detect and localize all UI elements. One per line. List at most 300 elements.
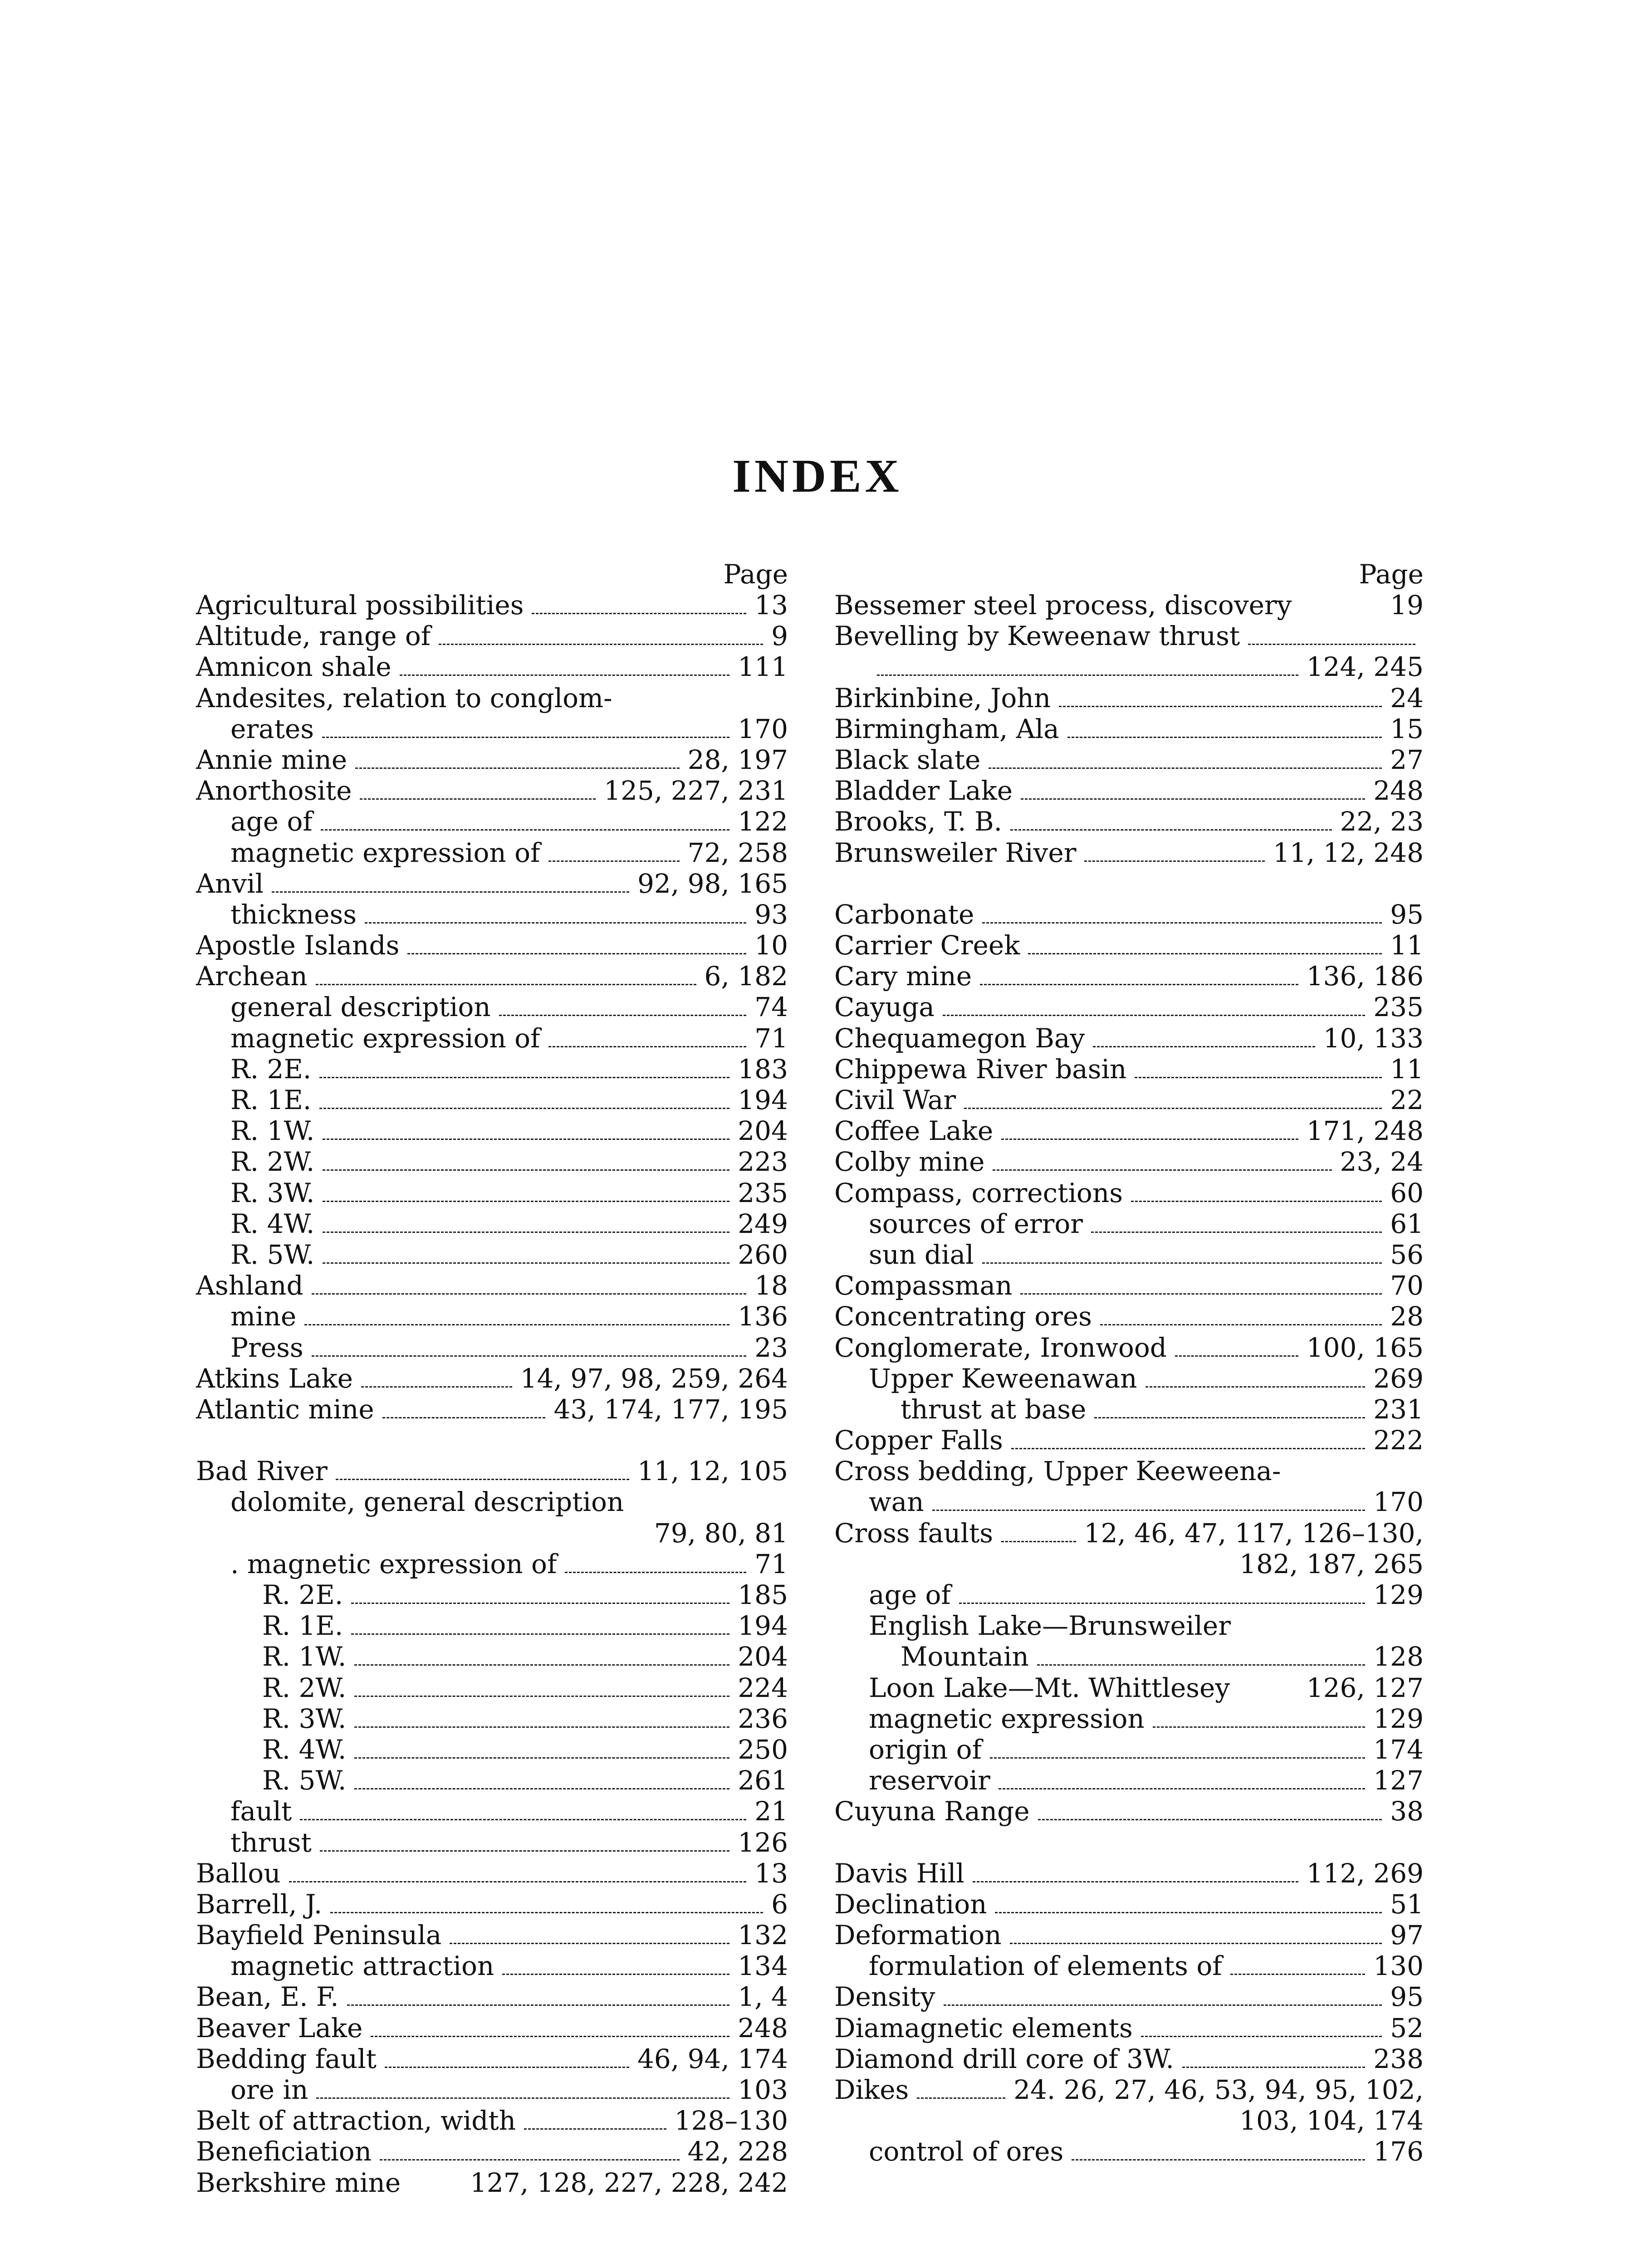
entry-term: thickness xyxy=(230,899,357,930)
entry-pages: 182, 187, 265 xyxy=(1239,1548,1424,1579)
dot-leader xyxy=(323,1139,729,1140)
entry-term: Beaver Lake xyxy=(196,2012,363,2043)
entry-pages: 204 xyxy=(738,1115,788,1147)
index-entry xyxy=(196,2136,788,2167)
dot-leader xyxy=(1010,829,1331,831)
entry-pages: 56 xyxy=(1390,1239,1424,1270)
entry-pages: 111 xyxy=(738,651,788,683)
entry-term: Cary mine xyxy=(834,961,972,992)
page-column-header: Page xyxy=(1359,559,1424,590)
entry-pages: 13 xyxy=(754,590,788,621)
entry-pages: 261 xyxy=(738,1765,788,1796)
index-entry xyxy=(834,590,1424,621)
dot-leader xyxy=(289,1881,747,1882)
entry-pages: 12, 46, 47, 117, 126–130, xyxy=(1084,1517,1424,1549)
entry-term: ore in xyxy=(230,2074,308,2105)
entry-term: Beneficiation xyxy=(196,2136,372,2167)
index-entry xyxy=(834,2105,1424,2136)
dot-leader xyxy=(439,644,763,645)
page-column-header: Page xyxy=(723,559,788,590)
entry-pages: 61 xyxy=(1390,1208,1424,1239)
index-entry xyxy=(196,868,788,899)
entry-pages: 128–130 xyxy=(674,2105,788,2136)
dot-leader xyxy=(995,1912,1382,1913)
entry-term: Black slate xyxy=(834,744,981,775)
dot-leader xyxy=(319,1077,729,1078)
entry-pages: 74 xyxy=(754,992,788,1023)
entry-pages: 60 xyxy=(1390,1177,1424,1208)
dot-leader xyxy=(323,1169,729,1171)
entry-term: Compass, corrections xyxy=(834,1177,1123,1208)
entry-pages: 11 xyxy=(1390,930,1424,961)
dot-leader xyxy=(1072,2159,1365,2160)
entry-pages: 42, 228 xyxy=(687,2136,788,2167)
dot-leader xyxy=(272,891,629,893)
entry-term: Deformation xyxy=(834,1920,1002,1951)
entry-term: magnetic expression of xyxy=(230,1022,540,1054)
entry-term: Bean, E. F. xyxy=(196,1981,339,2013)
index-entry xyxy=(834,1950,1424,1981)
dot-leader xyxy=(354,1696,729,1697)
entry-term: Andesites, relation to conglom- xyxy=(196,682,612,714)
dot-leader xyxy=(932,1510,1366,1511)
dot-leader xyxy=(1248,644,1415,645)
entry-pages: 22, 23 xyxy=(1340,806,1424,837)
index-entry xyxy=(834,806,1424,837)
entry-term: formulation of elements of xyxy=(869,1950,1222,1982)
dot-leader xyxy=(354,1757,729,1759)
entry-pages: 71 xyxy=(754,1022,788,1054)
index-entry xyxy=(834,1208,1424,1239)
entry-term: Davis Hill xyxy=(834,1857,964,1889)
index-entry xyxy=(196,1889,788,1920)
index-entry xyxy=(834,961,1424,992)
entry-term: Atkins Lake xyxy=(196,1363,353,1394)
index-entries xyxy=(196,590,788,2198)
index-entry xyxy=(196,2074,788,2105)
entry-term: Brooks, T. B. xyxy=(834,806,1003,837)
index-entry xyxy=(834,1734,1424,1765)
dot-leader xyxy=(360,798,596,800)
entry-term: R. 1W. xyxy=(262,1641,347,1672)
entry-pages: 125, 227, 231 xyxy=(604,775,788,807)
entry-pages: 92, 98, 165 xyxy=(637,868,788,899)
dot-leader xyxy=(1001,1139,1298,1140)
dot-leader xyxy=(1153,1726,1366,1728)
dot-leader xyxy=(1038,1819,1382,1820)
entry-term: Mountain xyxy=(901,1641,1029,1672)
entry-term: Archean xyxy=(196,961,308,992)
index-entry xyxy=(834,837,1424,868)
entry-term: Anorthosite xyxy=(196,775,352,807)
index-entry xyxy=(834,930,1424,961)
index-entry xyxy=(196,1301,788,1332)
index-entry xyxy=(834,1146,1424,1177)
entry-pages: 18 xyxy=(754,1270,788,1301)
entry-pages: 260 xyxy=(738,1239,788,1270)
entry-pages: 51 xyxy=(1390,1888,1424,1920)
entry-pages: 19 xyxy=(1390,590,1424,621)
dot-leader xyxy=(320,1850,729,1852)
index-entry xyxy=(196,621,788,651)
entry-pages: 15 xyxy=(1390,713,1424,744)
entry-pages: 24 xyxy=(1390,682,1424,714)
index-entry xyxy=(834,651,1424,682)
dot-leader xyxy=(565,1572,746,1573)
entry-pages: 129 xyxy=(1373,1703,1424,1734)
dot-leader xyxy=(548,860,680,862)
entry-pages: 124, 245 xyxy=(1306,651,1424,683)
entry-pages: 127 xyxy=(1373,1765,1424,1796)
entry-term: Agricultural possibilities xyxy=(196,590,524,621)
entry-pages: 235 xyxy=(1373,992,1424,1023)
index-entry xyxy=(196,1920,788,1950)
index-entry xyxy=(834,2043,1424,2074)
index-entries xyxy=(834,590,1424,2167)
dot-leader xyxy=(407,953,746,954)
entry-pages: 248 xyxy=(738,2012,788,2043)
index-entry xyxy=(196,1394,788,1425)
entry-term: Ashland xyxy=(196,1270,304,1301)
index-entry xyxy=(834,2074,1424,2105)
dot-leader xyxy=(1059,706,1382,707)
entry-term: Copper Falls xyxy=(834,1425,1003,1456)
index-entry xyxy=(196,1332,788,1363)
index-entry xyxy=(196,1363,788,1394)
index-entry xyxy=(196,1672,788,1703)
entry-term: origin of xyxy=(869,1734,982,1765)
index-entry xyxy=(196,961,788,992)
entry-pages: 238 xyxy=(1373,2043,1424,2074)
entry-pages: 223 xyxy=(738,1146,788,1178)
index-entry xyxy=(834,1610,1424,1641)
entry-pages: 52 xyxy=(1390,2012,1424,2043)
index-entry xyxy=(196,1023,788,1054)
dot-leader xyxy=(1100,1324,1382,1325)
index-entry xyxy=(834,775,1424,806)
dot-leader xyxy=(354,1664,729,1666)
dot-leader xyxy=(1175,1355,1298,1357)
entry-term: R. 2W. xyxy=(262,1672,347,1703)
entry-term: Bessemer steel process, discovery xyxy=(834,590,1292,621)
entry-pages: 79, 80, 81 xyxy=(654,1517,788,1549)
entry-pages: 6, 182 xyxy=(704,961,788,992)
dot-leader xyxy=(316,984,696,985)
index-entry xyxy=(834,621,1424,651)
entry-pages: 127, 128, 227, 228, 242 xyxy=(470,2167,788,2198)
index-entry xyxy=(196,1270,788,1301)
entry-term: age of xyxy=(869,1579,951,1610)
dot-leader xyxy=(312,1293,747,1295)
entry-pages: 70 xyxy=(1390,1270,1424,1301)
index-entry xyxy=(834,1858,1424,1889)
dot-leader xyxy=(351,1603,729,1604)
dot-leader xyxy=(1230,1974,1366,1975)
dot-leader xyxy=(1001,1541,1076,1542)
index-entry xyxy=(196,1950,788,1981)
section-gap xyxy=(834,868,1424,899)
entry-term: dolomite, general description xyxy=(230,1486,624,1518)
dot-leader xyxy=(959,1603,1365,1604)
dot-leader xyxy=(944,2004,1382,2006)
entry-term: R. 4W. xyxy=(262,1734,347,1765)
entry-term: Amnicon shale xyxy=(196,651,392,683)
entry-pages: 10 xyxy=(754,930,788,961)
entry-pages: 93 xyxy=(754,899,788,930)
entry-term: sun dial xyxy=(869,1239,974,1270)
index-entry xyxy=(196,1239,788,1270)
dot-leader xyxy=(917,2097,1005,2099)
index-entry xyxy=(834,1425,1424,1456)
dot-leader xyxy=(1131,1201,1382,1202)
index-entry xyxy=(834,1394,1424,1425)
entry-term: Colby mine xyxy=(834,1146,985,1178)
entry-pages: 171, 248 xyxy=(1306,1115,1424,1147)
dot-leader xyxy=(982,922,1382,924)
entry-term: Apostle Islands xyxy=(196,930,400,961)
section-gap xyxy=(196,1425,788,1456)
page-title: INDEX xyxy=(732,450,903,502)
dot-leader xyxy=(548,1046,747,1047)
entry-term: Belt of attraction, width xyxy=(196,2105,516,2136)
entry-pages: 6 xyxy=(771,1888,788,1920)
entry-term: Compassman xyxy=(834,1270,1013,1301)
entry-term: Berkshire mine xyxy=(196,2167,401,2198)
entry-term: Declination xyxy=(834,1888,987,1920)
entry-pages: 170 xyxy=(738,713,788,744)
index-entry xyxy=(196,1486,788,1517)
dot-leader xyxy=(450,1943,729,1944)
index-entry xyxy=(196,1146,788,1177)
dot-leader xyxy=(982,1262,1382,1264)
dot-leader xyxy=(400,675,730,676)
entry-term: magnetic attraction xyxy=(230,1950,494,1982)
dot-leader xyxy=(347,2004,730,2006)
dot-leader xyxy=(973,1881,1298,1882)
entry-pages: 126 xyxy=(738,1827,788,1858)
entry-pages: 128 xyxy=(1373,1641,1424,1672)
entry-pages: 250 xyxy=(738,1734,788,1765)
dot-leader xyxy=(980,984,1298,985)
index-column-right xyxy=(834,559,1424,2167)
index-entry xyxy=(834,992,1424,1022)
index-entry xyxy=(834,1796,1424,1827)
entry-term: reservoir xyxy=(869,1765,990,1796)
entry-pages: 1, 4 xyxy=(738,1981,788,2013)
dot-leader xyxy=(380,2159,680,2160)
entry-term: Chequamegon Bay xyxy=(834,1022,1085,1054)
index-entry xyxy=(834,1486,1424,1517)
entry-term: R. 2E. xyxy=(230,1053,312,1085)
entry-pages: 249 xyxy=(738,1208,788,1239)
index-entry xyxy=(834,2013,1424,2043)
dot-leader xyxy=(304,1324,729,1325)
entry-pages: 185 xyxy=(738,1579,788,1610)
entry-pages: 13 xyxy=(754,1857,788,1889)
entry-pages: 10, 133 xyxy=(1323,1022,1424,1054)
entry-pages: 11, 12, 248 xyxy=(1273,837,1424,868)
dot-leader xyxy=(502,1974,729,1975)
entry-pages: 194 xyxy=(738,1085,788,1115)
index-entry xyxy=(196,1549,788,1579)
dot-leader xyxy=(321,829,729,831)
index-entry xyxy=(834,2136,1424,2167)
entry-term: R. 3W. xyxy=(262,1703,347,1734)
entry-term: Conglomerate, Ironwood xyxy=(834,1332,1167,1363)
entry-term: Chippewa River basin xyxy=(834,1053,1127,1085)
index-entry xyxy=(196,714,788,744)
entry-term: Density xyxy=(834,1981,935,2013)
index-entry xyxy=(196,1208,788,1239)
entry-pages: 24. 26, 27, 46, 53, 94, 95, 102, xyxy=(1013,2074,1424,2105)
index-entry xyxy=(196,1518,788,1549)
entry-pages: 46, 94, 174 xyxy=(637,2043,788,2074)
dot-leader xyxy=(300,1819,746,1820)
index-entry xyxy=(834,1920,1424,1950)
entry-pages: 43, 174, 177, 195 xyxy=(553,1393,788,1425)
entry-pages: 132 xyxy=(738,1920,788,1951)
dot-leader xyxy=(532,613,746,614)
entry-term: Diamond drill core of 3W. xyxy=(834,2043,1174,2074)
index-entry xyxy=(834,1765,1424,1796)
dot-leader xyxy=(365,922,746,924)
dot-leader xyxy=(1093,1046,1315,1047)
dot-leader xyxy=(382,1417,546,1418)
entry-term: Press xyxy=(230,1332,304,1363)
dot-leader xyxy=(354,1726,729,1728)
entry-pages: 95 xyxy=(1390,1981,1424,2013)
entry-pages: 183 xyxy=(738,1053,788,1085)
entry-term: erates xyxy=(230,713,314,744)
entry-term: Upper Keweenawan xyxy=(869,1363,1137,1394)
entry-pages: 23, 24 xyxy=(1340,1146,1424,1178)
index-entry xyxy=(196,2105,788,2136)
entry-term: Carrier Creek xyxy=(834,930,1020,961)
entry-pages: 72, 258 xyxy=(687,837,788,868)
index-entry xyxy=(834,1332,1424,1363)
dot-leader xyxy=(993,1169,1331,1171)
dot-leader xyxy=(312,1355,747,1357)
dot-leader xyxy=(323,1232,729,1233)
dot-leader xyxy=(371,2036,729,2037)
dot-leader xyxy=(990,1757,1365,1759)
entry-pages: 204 xyxy=(738,1641,788,1672)
dot-leader xyxy=(354,1788,729,1789)
index-entry xyxy=(834,1115,1424,1146)
entry-term: Diamagnetic elements xyxy=(834,2012,1133,2043)
entry-pages: 27 xyxy=(1390,744,1424,775)
entry-pages: 103, 104, 174 xyxy=(1239,2105,1424,2136)
entry-pages: 38 xyxy=(1390,1796,1424,1827)
entry-term: fault xyxy=(230,1796,292,1827)
index-entry xyxy=(196,1858,788,1889)
entry-pages: 97 xyxy=(1390,1920,1424,1951)
entry-pages: 248 xyxy=(1373,775,1424,807)
entry-pages: 23 xyxy=(754,1332,788,1363)
entry-pages: 100, 165 xyxy=(1306,1332,1424,1363)
index-entry xyxy=(834,1085,1424,1115)
index-entry xyxy=(834,1456,1424,1486)
index-entry xyxy=(196,930,788,961)
dot-leader xyxy=(361,1386,512,1388)
entry-term: Concentrating ores xyxy=(834,1301,1092,1332)
entry-term: R. 2W. xyxy=(230,1146,315,1178)
index-entry xyxy=(834,1518,1424,1549)
dot-leader xyxy=(323,1262,729,1264)
entry-term: wan xyxy=(869,1486,924,1518)
dot-leader xyxy=(1011,1448,1365,1449)
entry-pages: 176 xyxy=(1373,2136,1424,2167)
index-entry xyxy=(196,899,788,930)
index-entry xyxy=(196,1610,788,1641)
index-entry xyxy=(196,806,788,837)
entry-term: Dikes xyxy=(834,2074,909,2105)
entry-term: R. 1W. xyxy=(230,1115,315,1147)
index-column-left xyxy=(196,559,788,2198)
dot-leader xyxy=(319,1108,729,1109)
entry-pages: 122 xyxy=(738,806,788,837)
dot-leader xyxy=(1020,1293,1382,1295)
index-entry xyxy=(196,1579,788,1610)
dot-leader xyxy=(355,767,679,769)
index-entry xyxy=(834,1301,1424,1332)
entry-term: Cayuga xyxy=(834,992,935,1023)
dot-leader xyxy=(323,1201,729,1202)
index-entry xyxy=(196,1765,788,1796)
dot-leader xyxy=(989,767,1382,769)
dot-leader xyxy=(1084,860,1265,862)
index-entry xyxy=(196,1734,788,1765)
dot-leader xyxy=(1067,737,1382,738)
entry-term: Bladder Lake xyxy=(834,775,1013,807)
entry-pages: 126, 127 xyxy=(1306,1672,1424,1703)
index-entry xyxy=(834,1270,1424,1301)
index-entry xyxy=(196,2167,788,2198)
index-entry xyxy=(834,1549,1424,1579)
entry-pages: 136, 186 xyxy=(1306,961,1424,992)
entry-term: R. 1E. xyxy=(262,1610,343,1642)
entry-term: Barrell, J. xyxy=(196,1888,323,1920)
index-entry xyxy=(834,1889,1424,1920)
entry-pages: 11 xyxy=(1390,1053,1424,1085)
index-entry xyxy=(196,1456,788,1486)
index-entry xyxy=(196,992,788,1022)
entry-term: Cross bedding, Upper Keeweena- xyxy=(834,1456,1281,1487)
entry-term: control of ores xyxy=(869,2136,1064,2167)
index-entry xyxy=(196,1054,788,1085)
dot-leader xyxy=(336,1479,629,1480)
dot-leader xyxy=(1182,2067,1365,2068)
dot-leader xyxy=(964,1108,1382,1109)
dot-leader xyxy=(499,1015,747,1016)
entry-term: R. 5W. xyxy=(262,1765,347,1796)
dot-leader xyxy=(316,2097,729,2099)
entry-term: Brunsweiler River xyxy=(834,837,1077,868)
dot-leader xyxy=(1010,1943,1382,1944)
entry-pages: 235 xyxy=(738,1177,788,1208)
entry-term: Bedding fault xyxy=(196,2043,377,2074)
index-entry xyxy=(196,744,788,775)
index-entry xyxy=(196,837,788,868)
entry-pages: 112, 269 xyxy=(1306,1857,1424,1889)
entry-term: Birmingham, Ala xyxy=(834,713,1059,744)
entry-pages: 103 xyxy=(738,2074,788,2105)
entry-pages: 231 xyxy=(1373,1393,1424,1425)
section-gap xyxy=(834,1827,1424,1858)
entry-pages: 136 xyxy=(738,1301,788,1332)
entry-term: R. 5W. xyxy=(230,1239,315,1270)
index-entry xyxy=(834,1054,1424,1085)
